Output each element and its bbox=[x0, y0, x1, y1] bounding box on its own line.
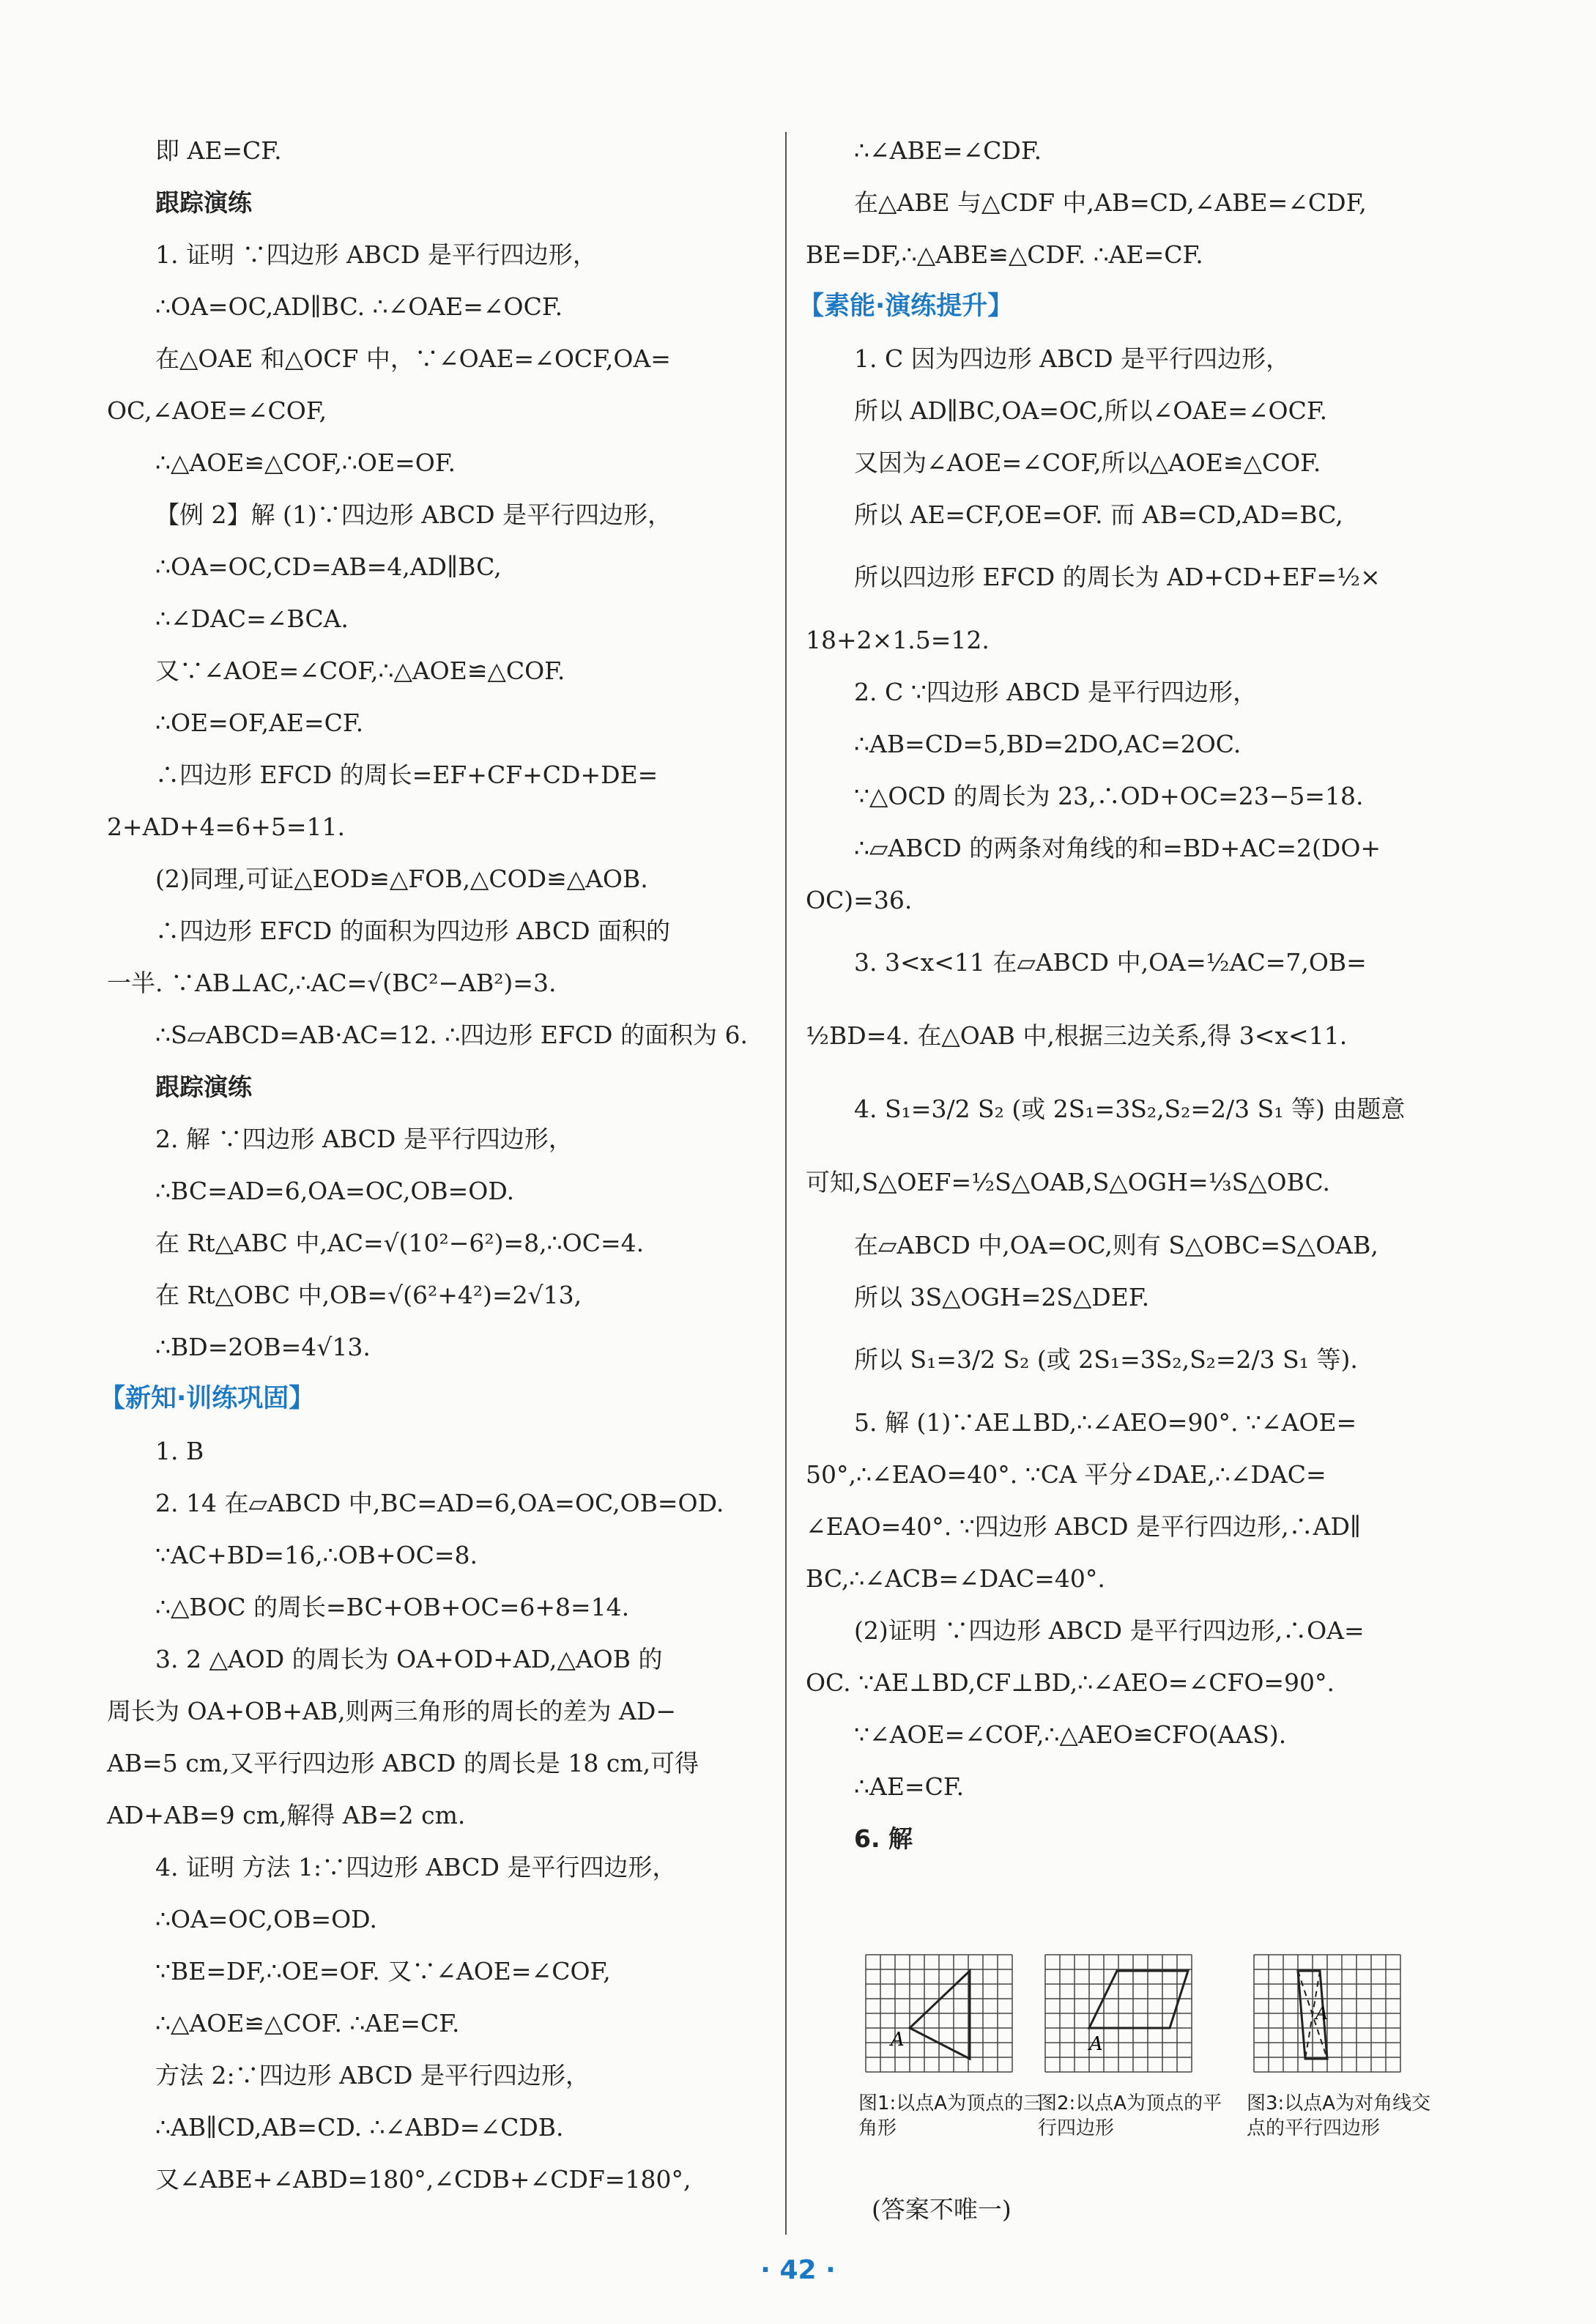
page-number: · 42 · bbox=[760, 2255, 836, 2285]
text-line: 又∠ABE+∠ABD=180°,∠CDB+∠CDF=180°, bbox=[155, 2165, 691, 2194]
text-line: 又∵∠AOE=∠COF,∴△AOE≌△COF. bbox=[155, 656, 565, 685]
answer-note: (答案不唯一) bbox=[872, 2195, 1012, 2224]
text-line: ∴OE=OF,AE=CF. bbox=[155, 708, 364, 737]
text-line: (2)同理,可证△EOD≌△FOB,△COD≌△AOB. bbox=[155, 865, 648, 893]
text-line: ∴▱ABCD 的两条对角线的和=BD+AC=2(DO+ bbox=[854, 834, 1381, 862]
text-line: ∴BC=AD=6,OA=OC,OB=OD. bbox=[155, 1177, 515, 1205]
text-line: ∴AE=CF. bbox=[854, 1772, 965, 1801]
text-line: ∴△AOE≌△COF,∴OE=OF. bbox=[155, 448, 456, 477]
point-a-label: A bbox=[1315, 2003, 1329, 2024]
text-line: 1. 证明 ∵四边形 ABCD 是平行四边形， bbox=[155, 240, 597, 269]
text-line: 即 AE=CF. bbox=[155, 136, 282, 165]
text-line: ∴OA=OC,CD=AB=4,AD∥BC, bbox=[155, 552, 502, 581]
text-line: ∠EAO=40°. ∵四边形 ABCD 是平行四边形,∴AD∥ bbox=[806, 1512, 1362, 1541]
text-line: ∴BD=2OB=4√13. bbox=[155, 1333, 371, 1361]
text-line: (2)证明 ∵四边形 ABCD 是平行四边形,∴OA= bbox=[854, 1616, 1365, 1645]
text-line: ∴AB∥CD,AB=CD. ∴∠ABD=∠CDB. bbox=[155, 2113, 564, 2142]
text-line: ∴AB=CD=5,BD=2DO,AC=2OC. bbox=[854, 730, 1241, 758]
section-heading: 【素能·演练提升】 bbox=[798, 292, 1014, 321]
text-line: 周长为 OA+OB+AB,则两三角形的周长的差为 AD− bbox=[107, 1697, 676, 1725]
text-line: 跟踪演练 bbox=[155, 188, 252, 217]
text-line: 所以 S₁=3/2 S₂ (或 2S₁=3S₂,S₂=2/3 S₁ 等). bbox=[854, 1345, 1358, 1374]
text-line: 6. 解 bbox=[854, 1824, 913, 1853]
text-line: ∴S▱ABCD=AB·AC=12. ∴四边形 EFCD 的面积为 6. bbox=[155, 1021, 748, 1049]
text-line: ∵BE=DF,∴OE=OF. 又∵∠AOE=∠COF, bbox=[155, 1957, 611, 1986]
text-line: BC,∴∠ACB=∠DAC=40°. bbox=[806, 1564, 1105, 1593]
text-line: 50°,∴∠EAO=40°. ∵CA 平分∠DAE,∴∠DAC= bbox=[806, 1460, 1326, 1489]
text-line: 2+AD+4=6+5=11. bbox=[107, 813, 346, 841]
text-line: ∴四边形 EFCD 的面积为四边形 ABCD 面积的 bbox=[155, 917, 671, 945]
text-line: 一半. ∵AB⊥AC,∴AC=√(BC²−AB²)=3. bbox=[107, 969, 557, 997]
text-line: AB=5 cm,又平行四边形 ABCD 的周长是 18 cm,可得 bbox=[107, 1749, 699, 1777]
text-line: 跟踪演练 bbox=[155, 1073, 252, 1101]
text-line: ½BD=4. 在△OAB 中,根据三边关系,得 3<x<11. bbox=[806, 1021, 1348, 1050]
column-divider bbox=[785, 132, 787, 2235]
text-line: 1. B bbox=[155, 1437, 204, 1465]
left-column bbox=[100, 125, 773, 2205]
text-line: 可知,S△OEF=½S△OAB,S△OGH=⅓S△OBC. bbox=[806, 1168, 1331, 1196]
text-line: 【例 2】解 (1)∵四边形 ABCD 是平行四边形， bbox=[155, 500, 672, 529]
text-line: 4. S₁=3/2 S₂ (或 2S₁=3S₂,S₂=2/3 S₁ 等) 由题意 bbox=[854, 1095, 1406, 1123]
grid-lines bbox=[1045, 1955, 1192, 2072]
figure-2-caption: 图2:以点A为顶点的平行四边形 bbox=[1038, 2092, 1222, 2139]
text-line: 18+2×1.5=12. bbox=[806, 626, 990, 654]
text-line: 在 Rt△OBC 中,OB=√(6²+4²)=2√13, bbox=[155, 1281, 582, 1309]
text-line: ∴△BOC 的周长=BC+OB+OC=6+8=14. bbox=[155, 1593, 630, 1621]
text-line: ∴∠ABE=∠CDF. bbox=[854, 136, 1042, 165]
text-line: BE=DF,∴△ABE≌△CDF. ∴AE=CF. bbox=[806, 240, 1203, 269]
figure-1 bbox=[858, 1949, 1049, 2141]
grid-figure-3 bbox=[1247, 1949, 1404, 2081]
text-line: 2. 解 ∵四边形 ABCD 是平行四边形， bbox=[155, 1125, 573, 1153]
section-heading: 【新知·训练巩固】 bbox=[100, 1384, 315, 1413]
text-line: ∵△OCD 的周长为 23,∴OD+OC=23−5=18. bbox=[854, 782, 1364, 810]
text-line: 3. 2 △AOD 的周长为 OA+OD+AD,△AOB 的 bbox=[155, 1645, 663, 1673]
text-line: 方法 2:∵四边形 ABCD 是平行四边形， bbox=[155, 2061, 590, 2090]
text-line: 在 Rt△ABC 中,AC=√(10²−6²)=8,∴OC=4. bbox=[155, 1229, 645, 1257]
text-line: 2. C ∵四边形 ABCD 是平行四边形， bbox=[854, 678, 1258, 706]
point-a-label: A bbox=[891, 2029, 905, 2051]
grid-lines bbox=[866, 1955, 1012, 2072]
text-line: OC,∠AOE=∠COF, bbox=[107, 396, 327, 425]
text-line: 所以 AE=CF,OE=OF. 而 AB=CD,AD=BC, bbox=[854, 500, 1343, 529]
text-line: 3. 3<x<11 在▱ABCD 中,OA=½AC=7,OB= bbox=[854, 948, 1367, 977]
text-line: 在▱ABCD 中,OA=OC,则有 S△OBC=S△OAB, bbox=[854, 1231, 1378, 1259]
text-line: AD+AB=9 cm,解得 AB=2 cm. bbox=[107, 1801, 466, 1829]
figure-row bbox=[858, 1949, 1459, 2183]
text-line: 所以 3S△OGH=2S△DEF. bbox=[854, 1283, 1150, 1311]
text-line: OC)=36. bbox=[806, 886, 913, 914]
text-line: 5. 解 (1)∵AE⊥BD,∴∠AEO=90°. ∵∠AOE= bbox=[854, 1408, 1357, 1437]
text-line: 4. 证明 方法 1:∵四边形 ABCD 是平行四边形， bbox=[155, 1853, 677, 1881]
text-line: ∴四边形 EFCD 的周长=EF+CF+CD+DE= bbox=[155, 761, 658, 789]
text-line: ∴OA=OC,AD∥BC. ∴∠OAE=∠OCF. bbox=[155, 292, 563, 321]
right-column bbox=[798, 125, 1480, 1865]
figure-1-caption: 图1:以点A为顶点的三角形 bbox=[858, 2092, 1043, 2139]
text-line: ∴∠DAC=∠BCA. bbox=[155, 604, 349, 633]
figure-3-caption: 图3:以点A为对角线交点的平行四边形 bbox=[1247, 2092, 1431, 2139]
text-line: 1. C 因为四边形 ABCD 是平行四边形， bbox=[854, 344, 1291, 373]
text-line: 在△ABE 与△CDF 中,AB=CD,∠ABE=∠CDF, bbox=[854, 188, 1367, 217]
text-line: 所以 AD∥BC,OA=OC,所以∠OAE=∠OCF. bbox=[854, 396, 1328, 425]
text-line: ∵AC+BD=16,∴OB+OC=8. bbox=[155, 1541, 478, 1569]
text-line: 2. 14 在▱ABCD 中,BC=AD=6,OA=OC,OB=OD. bbox=[155, 1489, 724, 1517]
text-line: ∵∠AOE=∠COF,∴△AEO≌CFO(AAS). bbox=[854, 1720, 1287, 1749]
text-line: ∴OA=OC,OB=OD. bbox=[155, 1905, 377, 1933]
point-a-label: A bbox=[1089, 2033, 1103, 2055]
text-line: 又因为∠AOE=∠COF,所以△AOE≌△COF. bbox=[854, 448, 1321, 477]
figure-3 bbox=[1247, 1949, 1437, 2141]
text-line: OC. ∵AE⊥BD,CF⊥BD,∴∠AEO=∠CFO=90°. bbox=[806, 1668, 1335, 1697]
text-line: ∴△AOE≌△COF. ∴AE=CF. bbox=[155, 2009, 460, 2038]
grid-figure-1 bbox=[858, 1949, 1016, 2081]
text-line: 所以四边形 EFCD 的周长为 AD+CD+EF=½× bbox=[854, 563, 1381, 591]
figure-2 bbox=[1038, 1949, 1228, 2141]
grid-figure-2 bbox=[1038, 1949, 1195, 2081]
text-line: 在△OAE 和△OCF 中，∵∠OAE=∠OCF,OA= bbox=[155, 344, 671, 373]
